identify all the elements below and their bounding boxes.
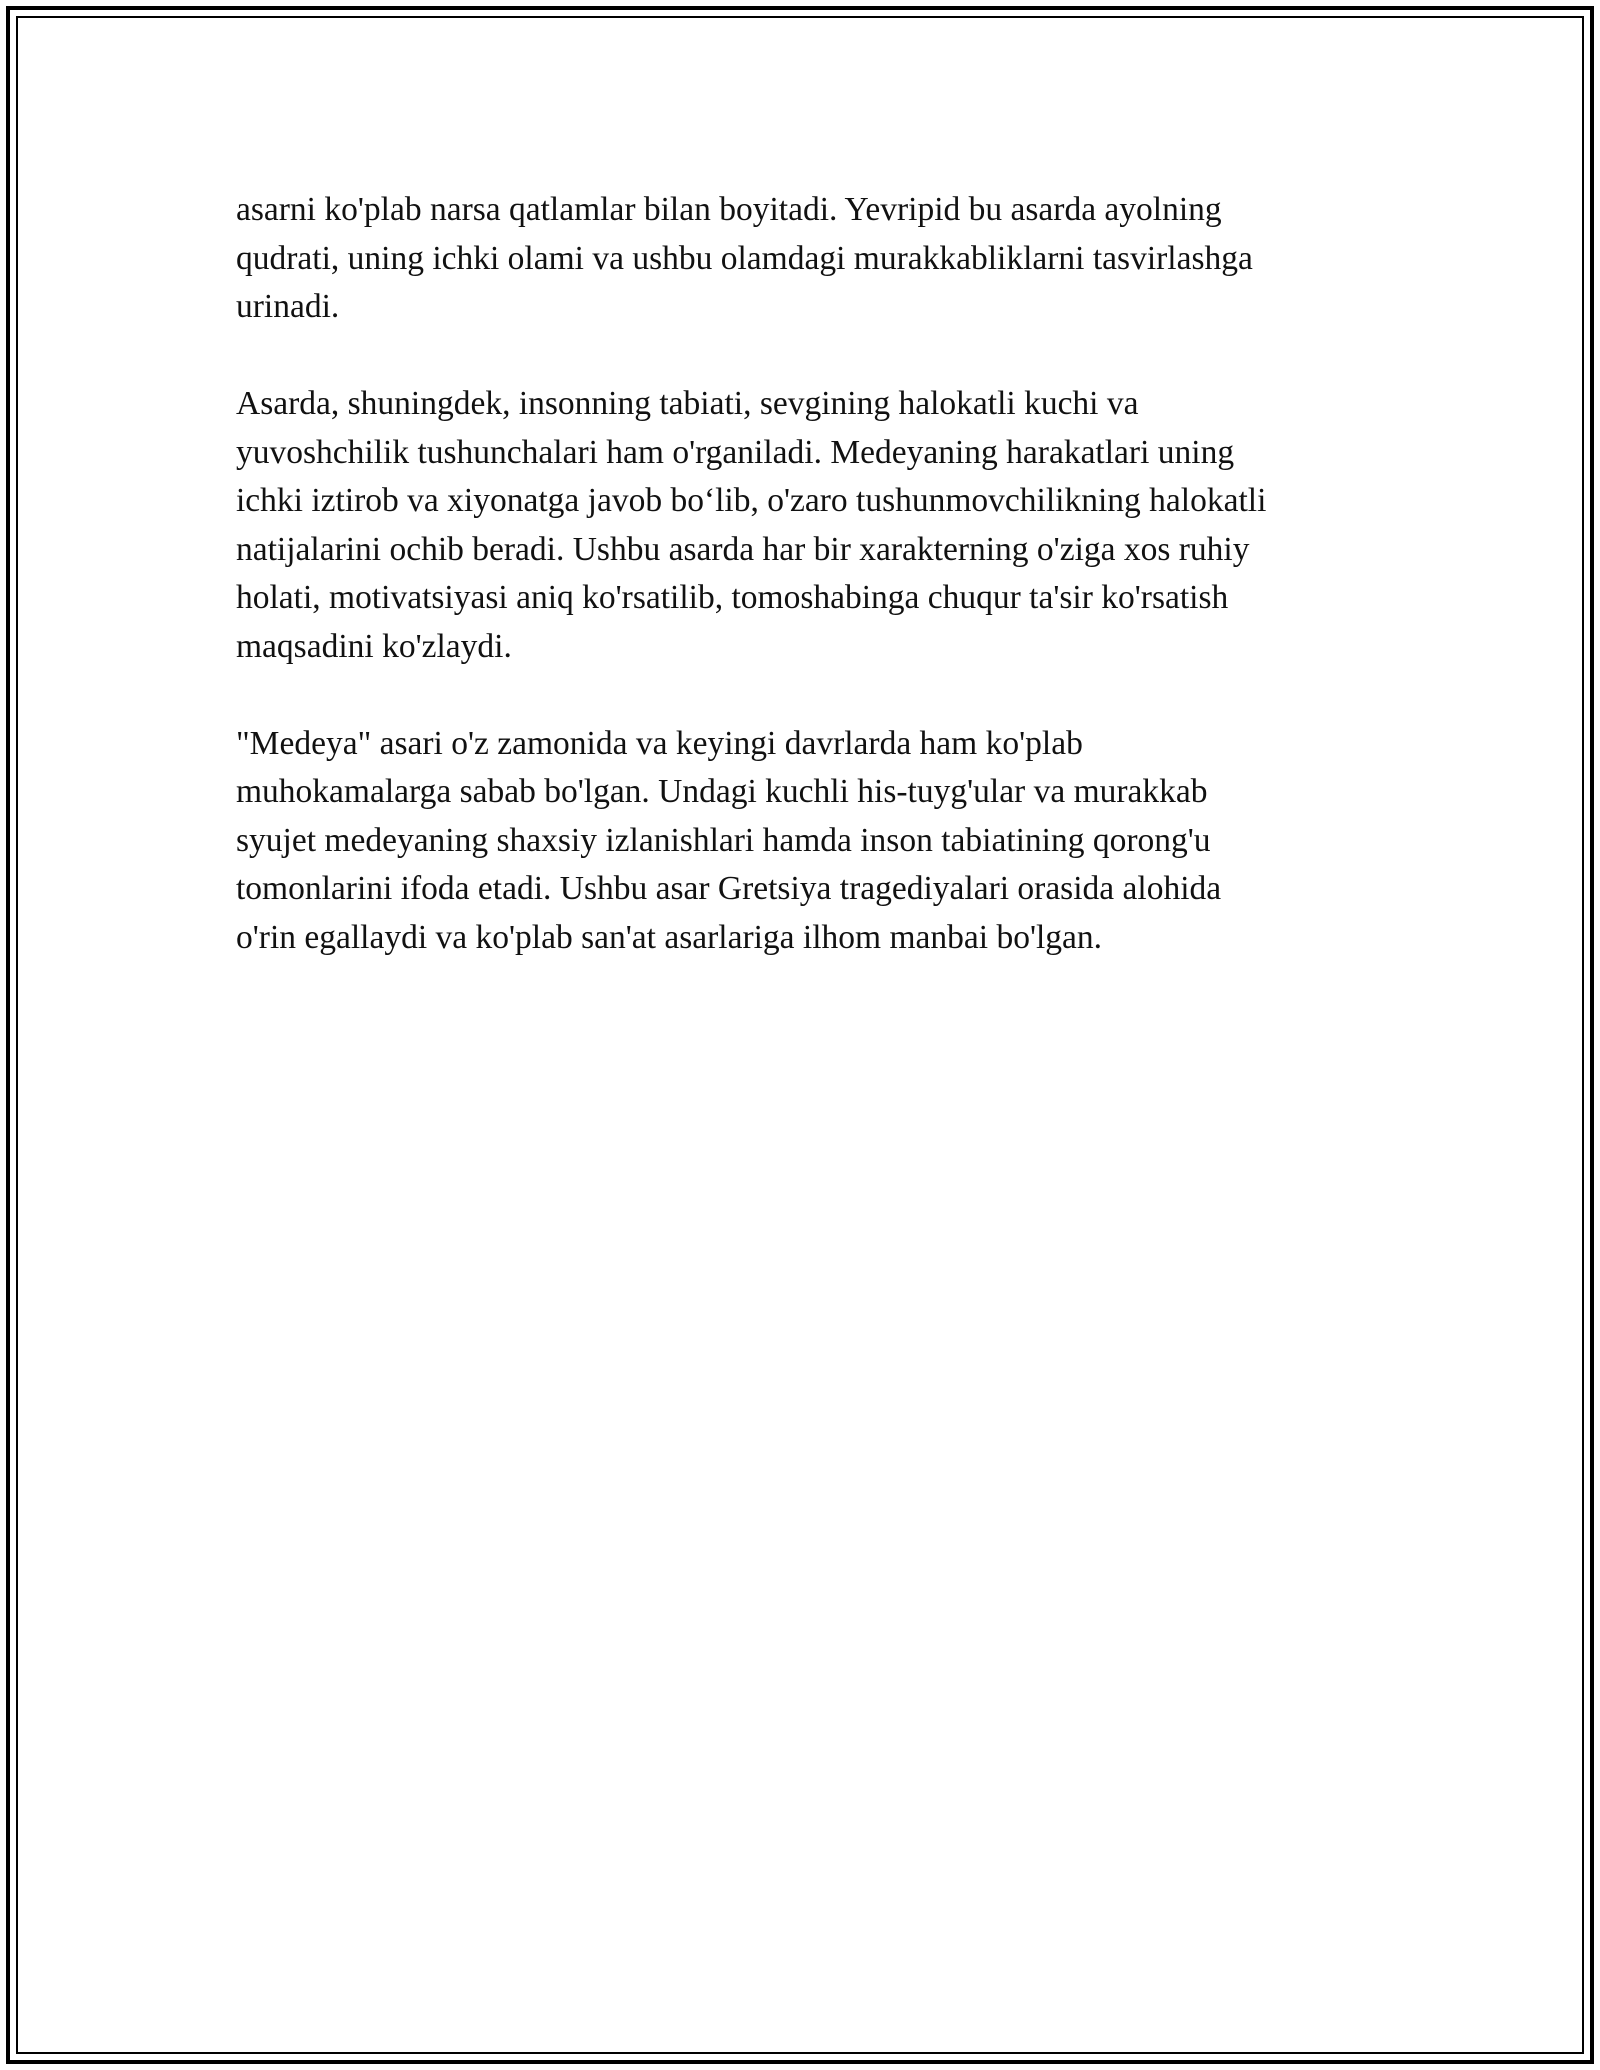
paragraph-3: [236, 720, 1386, 963]
paragraph-2: [236, 380, 1386, 671]
paragraph-line: natijalarini ochib beradi. Ushbu asarda har bir xarakterning o'ziga xos ruhiy: [236, 530, 1250, 568]
paragraph-line: o'rin egallaydi va ko'plab san'at asarlariga ilhom manbai bo'lgan.: [236, 918, 1103, 956]
paragraph-line: holati, motivatsiyasi aniq ko'rsatilib, tomoshabinga chuqur ta'sir ko'rsatish: [236, 579, 1229, 616]
paragraph-line: muhokamalarga sabab bo'lgan. Undagi kuchli his-tuyg'ular va murakkab: [236, 773, 1208, 810]
paragraph-1: [236, 186, 1386, 332]
paragraph-line: qudrati, uning ichki olami va ushbu olamdagi murakkabliklarni tasvirlashga: [236, 239, 1253, 277]
paragraph-line: "Medeya" asari o'z zamonida va keyingi davrlarda ham ko'plab: [236, 724, 1083, 762]
paragraph-line: asarni ko'plab narsa qatlamlar bilan boyitadi. Yevripid bu asarda ayolning: [236, 191, 1222, 228]
paragraph-line: ichki iztirob va xiyonatga javob bo‘lib, o'zaro tushunmovchilikning halokatli: [236, 482, 1267, 519]
paragraph-line: yuvoshchilik tushunchalari ham o'rganiladi. Medeyaning harakatlari uning: [236, 433, 1235, 471]
paragraph-line: Asarda, shuningdek, insonning tabiati, sevgining halokatli kuchi va: [236, 385, 1139, 422]
document-body: [236, 186, 1386, 1011]
paragraph-line: maqsadini ko'zlaydi.: [236, 627, 512, 665]
paragraph-line: syujet medeyaning shaxsiy izlanishlari hamda inson tabiatining qorong'u: [236, 821, 1211, 859]
paragraph-line: tomonlarini ifoda etadi. Ushbu asar Gretsiya tragediyalari orasida alohida: [236, 870, 1222, 907]
paragraph-line: urinadi.: [236, 288, 340, 325]
